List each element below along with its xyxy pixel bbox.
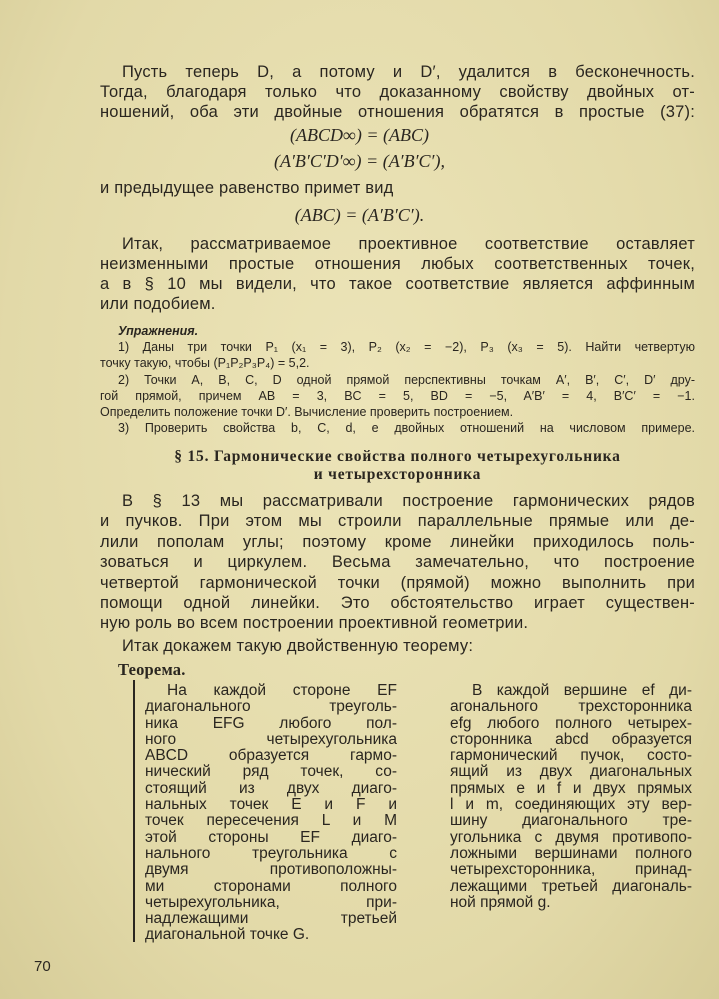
page-number: 70 (34, 958, 51, 975)
text-line: прямых e и f и двух прямых (450, 779, 692, 797)
text-line: l и m, соединяющих эту вер- (450, 796, 692, 814)
theorem-right-column (450, 683, 692, 911)
text-line: стоящий из двух диаго- (145, 779, 397, 797)
text-line: ного четырехугольника (145, 730, 397, 748)
paragraph-2 (100, 178, 695, 198)
exercise-line: Определить положение точки D′. Вычисление проверить построением. (100, 405, 514, 420)
paragraph-5 (100, 636, 695, 656)
paragraph-4 (100, 491, 695, 634)
text-line: ABCD образуется гармо- (145, 747, 397, 765)
text-line: Итак, рассматриваемое проективное соответствие оставляет (122, 235, 695, 253)
margin-bar (133, 680, 135, 942)
text-line: Пусть теперь D, а потому и D′, удалится в бесконечность. (122, 63, 695, 81)
paragraph-1 (100, 62, 695, 122)
text-line: Итак докажем такую двойственную теорему: (122, 637, 474, 655)
text-line: помощи одной линейки. Это обстоятельство играет существен- (100, 594, 695, 613)
text-line: четвертой гармонической точки (прямой) можно выполнить при (100, 573, 695, 592)
exercise-line: гой прямой, причем AB = 3, BC = 5, BD = −5, A′B′ = 4, B′C′ = −1. (100, 388, 695, 403)
text-line: и предыдущее равенство примет вид (100, 179, 394, 197)
text-line: надлежащими третьей (145, 910, 397, 928)
text-line: четырехугольника, при- (145, 893, 397, 911)
text-line: точек пересечения L и M (145, 812, 397, 830)
formula-3: (ABC) = (A′B′C′). (294, 205, 425, 225)
text-line: агонального трехсторонника (450, 698, 692, 716)
text-line: ную роль во всем построении проективной геометрии. (100, 614, 529, 633)
exercise-line: 2) Точки A, B, C, D одной прямой перспективны точкам A′, B′, C′, D′ дру- (118, 372, 695, 387)
heading-line: и четырехсторонника (313, 466, 482, 483)
text-line: В каждой вершине ef ди- (472, 682, 692, 699)
text-line: Тогда, благодаря только что доказанному свойству двойных от- (100, 83, 695, 101)
theorem-label: Теорема. (118, 660, 186, 679)
text-line: нального треугольника с (145, 844, 397, 862)
text-line: сторонника abcd образуется (450, 730, 692, 748)
text-line: ной прямой g. (450, 893, 551, 911)
exercise-line: точку такую, чтобы (P₁P₂P₃P₄) = 5,2. (100, 356, 310, 371)
exercise-line: 3) Проверить свойства b, C, d, e двойных отношений на числовом примере. (118, 421, 695, 436)
text-line: гармонический пучок, состо- (450, 747, 692, 765)
text-line: этой стороны EF диаго- (145, 828, 397, 846)
formula-1: (ABCD∞) = (ABC) (290, 125, 429, 145)
exercises (100, 323, 695, 436)
text-line: четырехсторонника, принад- (450, 861, 692, 879)
text-line: нический ряд точек, со- (145, 763, 397, 781)
text-line: лили пополам углы; поэтому кроме линейки приходилось поль- (100, 532, 695, 551)
section-heading (100, 448, 695, 484)
text-line: В § 13 мы рассматривали построение гармонических рядов (122, 492, 695, 510)
text-line: шину диагонального тре- (450, 812, 692, 830)
text-line: и пучков. При этом мы строили параллельные прямые или де- (100, 512, 695, 531)
heading-line: § 15. Гармонические свойства полного четырехугольника (174, 448, 621, 465)
exercises-title: Упражнения. (118, 324, 199, 338)
text-line: диагонального треуголь- (145, 698, 397, 716)
text-line: нальных точек E и F и (145, 796, 397, 814)
text-line: efg любого полного четырех- (450, 714, 692, 732)
text-line: неизменными простые отношения любых соответственных точек, (100, 255, 695, 273)
text-line: ми сторонами полного (145, 877, 397, 895)
paragraph-3 (100, 234, 695, 314)
text-line: двумя противоположны- (145, 861, 397, 879)
text-line: ложными вершинами полного (450, 844, 692, 862)
text-line: а в § 10 мы видели, что такое соответствие является аффинным (100, 275, 695, 293)
text-line: угольника с двумя противопо- (450, 828, 692, 846)
text-line: ношений, оба эти двойные отношения обратятся в простые (37): (100, 103, 695, 121)
text-line: или подобием. (100, 295, 216, 313)
text-line: зоваться и циркулем. Весьма замечательно, что построение (100, 553, 695, 572)
text-line: ящий из двух диагональных (450, 763, 692, 781)
theorem-left-column (145, 683, 397, 944)
text-line: ника EFG любого пол- (145, 714, 397, 732)
formula-2: (A′B′C′D′∞) = (A′B′C′), (273, 151, 445, 171)
text-line: диагональной точке G. (145, 926, 310, 944)
text-line: На каждой стороне EF (167, 682, 397, 699)
text-line: лежащими третьей диагональ- (450, 877, 692, 895)
exercise-line: 1) Даны три точки P₁ (x₁ = 3), P₂ (x₂ = −2), P₃ (x₃ = 5). Найти четвертую (118, 340, 695, 355)
